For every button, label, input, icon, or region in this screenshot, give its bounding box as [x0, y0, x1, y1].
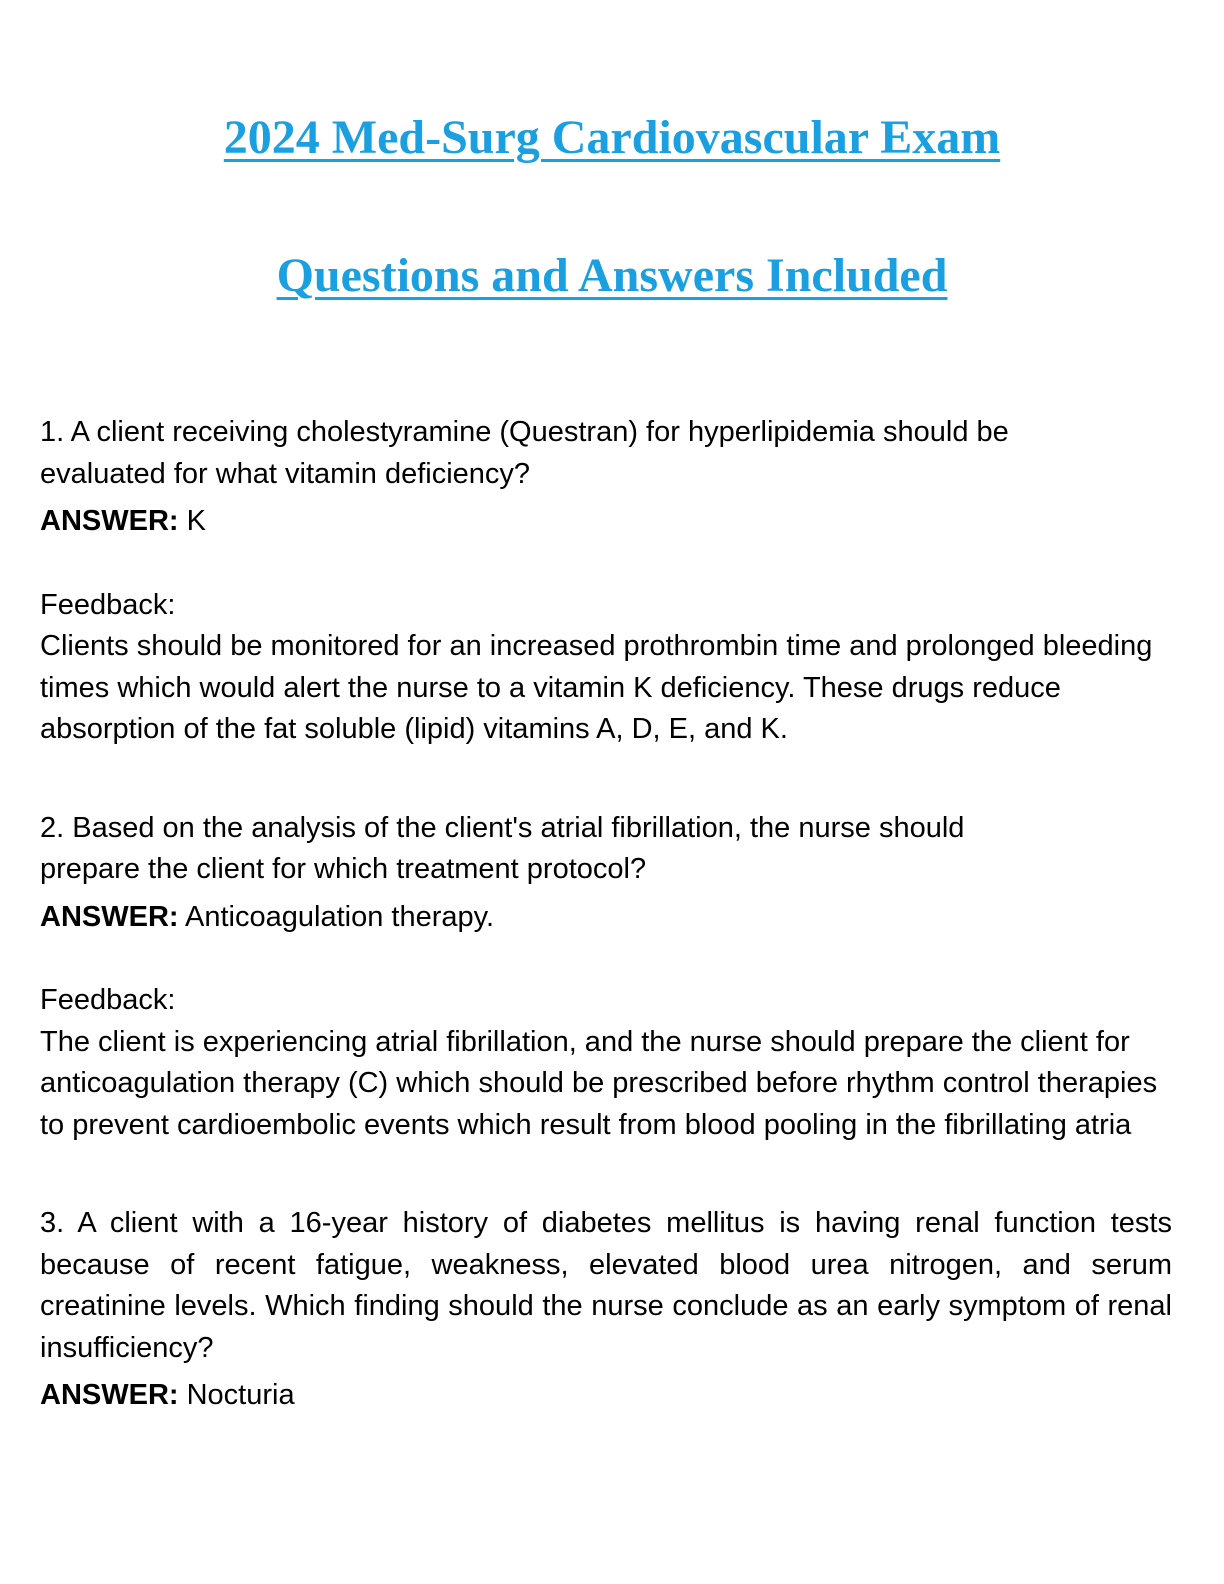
answer-value: Nocturia: [186, 1379, 295, 1411]
questions-list: [40, 412, 1172, 1417]
question-3-answer: [40, 1375, 1172, 1417]
answer-label: ANSWER:: [40, 505, 179, 537]
question-3: [40, 1203, 1172, 1417]
question-2: [40, 808, 1172, 1147]
feedback-label: Feedback:: [40, 588, 176, 621]
feedback-label: Feedback:: [40, 984, 176, 1016]
answer-label: ANSWER:: [40, 1379, 179, 1411]
question-1: [40, 412, 1172, 751]
question-3-text: 3. A client with a 16-year history of diabetes mellitus is having renal function tests because of recent fatigue, weakness, elevated blood urea nitrogen, and serum creatinine levels. Which finding should the nurse conclude as an early symptom of renal insufficiency?: [40, 1207, 1172, 1364]
question-1-feedback: Clients should be monitored for an increased prothrombin time and prolonged bleeding times which would alert the nurse to a vitamin K deficiency. These drugs reduce absorption of the fat soluble (lipid) vitamins A, D, E, and K.: [40, 630, 1153, 745]
document-subtitle: Questions and Answers Included: [276, 249, 948, 302]
question-1-text: 1. A client receiving cholestyramine (Questran) for hyperlipidemia should be evaluated for what vitamin deficiency?: [40, 416, 1009, 490]
question-2-feedback: The client is experiencing atrial fibrillation, and the nurse should prepare the client for anticoagulation therapy (C) which should be prescribed before rhythm control therapies to prevent cardioembolic events which result from blood pooling in the fibrillating atria: [40, 1025, 1158, 1141]
question-2-answer: [40, 897, 1172, 939]
answer-value: K: [186, 505, 206, 537]
answer-value: Anticoagulation therapy.: [185, 900, 495, 933]
document-title: 2024 Med-Surg Cardiovascular Exam: [223, 111, 1001, 164]
question-2-text: 2. Based on the analysis of the client's atrial fibrillation, the nurse should prepare the client for which treatment protocol?: [40, 811, 965, 885]
question-1-answer: [40, 501, 1172, 543]
answer-label: ANSWER:: [40, 900, 179, 933]
